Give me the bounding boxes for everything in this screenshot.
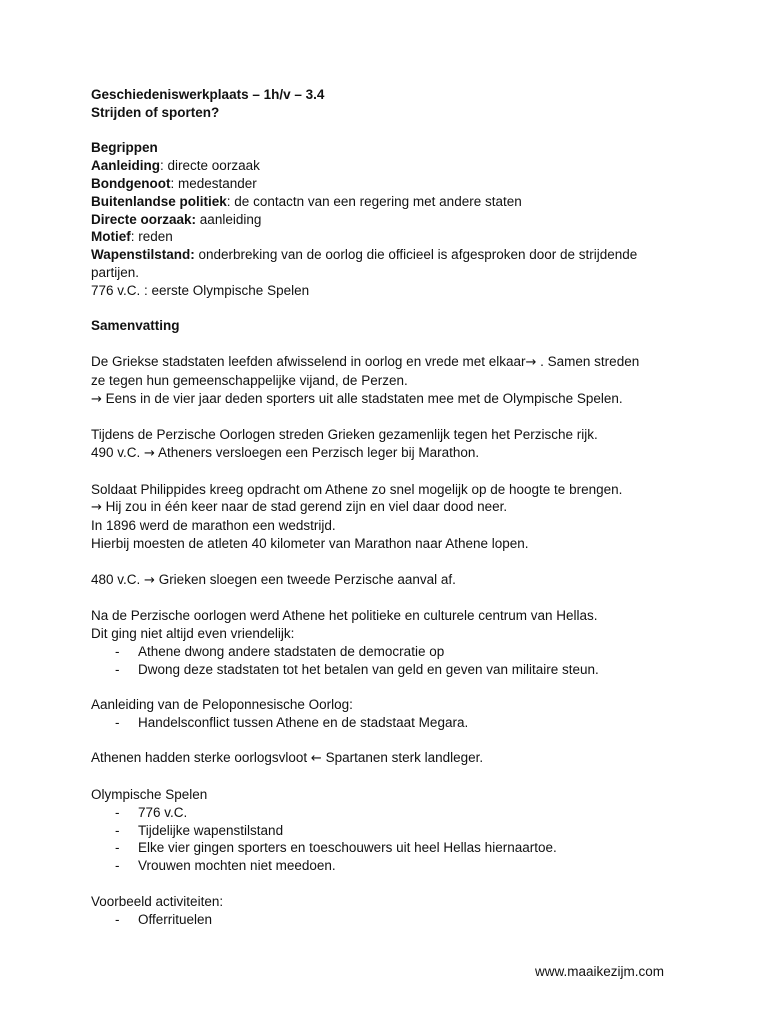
term-extra-olympische-spelen: 776 v.C. : eerste Olympische Spelen xyxy=(91,282,310,298)
list-item: - Vrouwen mochten niet meedoen. xyxy=(115,858,336,874)
arrow-right-icon: → xyxy=(91,391,102,407)
term-bondgenoot: Bondgenoot: medestander xyxy=(91,175,257,191)
arrow-right-icon: → xyxy=(525,354,537,370)
summary-p2-line2: 490 v.C. → Atheners versloegen een Perzisch leger bij Marathon. xyxy=(91,444,480,461)
summary-p4-line1: 480 v.C. → Grieken sloegen een tweede Perzische aanval af. xyxy=(91,571,456,588)
summary-p1-line1: De Griekse stadstaten leefden afwisselend in oorlog en vrede met elkaar→ . Samen streden xyxy=(91,353,640,370)
term-motief: Motief: reden xyxy=(91,229,173,245)
summary-p5-line2: Dit ging niet altijd even vriendelijk: xyxy=(91,625,295,641)
summary-p3-line2: → Hij zou in één keer naar de stad gerend zijn en viel daar dood neer. xyxy=(91,499,508,516)
begrippen-heading: Begrippen xyxy=(91,140,158,156)
summary-p7-line1: Athenen hadden sterke oorlogsvloot ← Spartanen sterk landleger. xyxy=(91,750,484,767)
arrow-left-icon: ← xyxy=(310,751,322,767)
list-item: - Handelsconflict tussen Athene en de stadstaat Megara. xyxy=(115,714,469,730)
summary-p9-line1: Voorbeeld activiteiten: xyxy=(91,893,224,909)
list-item: - Dwong deze stadstaten tot het betalen van geld en geven van militaire steun. xyxy=(115,661,599,677)
list-item: - Elke vier gingen sporters en toeschouwers uit heel Hellas hiernaartoe. xyxy=(115,840,557,856)
footer-url: www.maaikezijm.com xyxy=(535,964,665,979)
list-item: - 776 v.C. xyxy=(115,804,188,820)
term-wapenstilstand: Wapenstilstand: onderbreking van de oorlog die officieel is afgesproken door de strijdende partijen. xyxy=(91,247,638,280)
term-directe-oorzaak: Directe oorzaak: aanleiding xyxy=(91,211,262,227)
arrow-right-icon: → xyxy=(144,445,155,461)
term-aanleiding: Aanleiding: directe oorzaak xyxy=(91,158,260,174)
term-buitenlandse-politiek: Buitenlandse politiek: de contactn van een regering met andere staten xyxy=(91,193,522,209)
summary-p2-line1: Tijdens de Perzische Oorlogen streden Grieken gezamenlijk tegen het Perzische rijk. xyxy=(91,427,598,443)
summary-p1-line3: → Eens in de vier jaar deden sporters uit alle stadstaten mee met de Olympische Spelen. xyxy=(91,390,623,407)
list-item: - Tijdelijke wapenstilstand xyxy=(115,822,284,838)
document-content xyxy=(91,86,681,928)
summary-p6-line1: Aanleiding van de Peloponnesische Oorlog: xyxy=(91,697,353,713)
samenvatting-heading: Samenvatting xyxy=(91,318,180,334)
document-title: Geschiedeniswerkplaats – 1h/v – 3.4 xyxy=(91,87,325,102)
arrow-right-icon: → xyxy=(91,500,102,516)
summary-p3-line4: Hierbij moesten de atleten 40 kilometer van Marathon naar Athene lopen. xyxy=(91,535,529,551)
summary-p3-line1: Soldaat Philippides kreeg opdracht om Athene zo snel mogelijk op de hoogte te brengen. xyxy=(91,481,623,497)
summary-p5-line1: Na de Perzische oorlogen werd Athene het politieke en culturele centrum van Hellas. xyxy=(91,608,598,624)
summary-p8-line1: Olympische Spelen xyxy=(91,787,208,803)
summary-p1-line2: ze tegen hun gemeenschappelijke vijand, de Perzen. xyxy=(91,372,408,388)
list-item: - Offerrituelen xyxy=(115,911,213,927)
document-subtitle: Strijden of sporten? xyxy=(91,104,220,120)
list-item: - Athene dwong andere stadstaten de democratie op xyxy=(115,643,445,659)
summary-p3-line3: In 1896 werd de marathon een wedstrijd. xyxy=(91,518,336,534)
arrow-right-icon: → xyxy=(144,572,155,588)
